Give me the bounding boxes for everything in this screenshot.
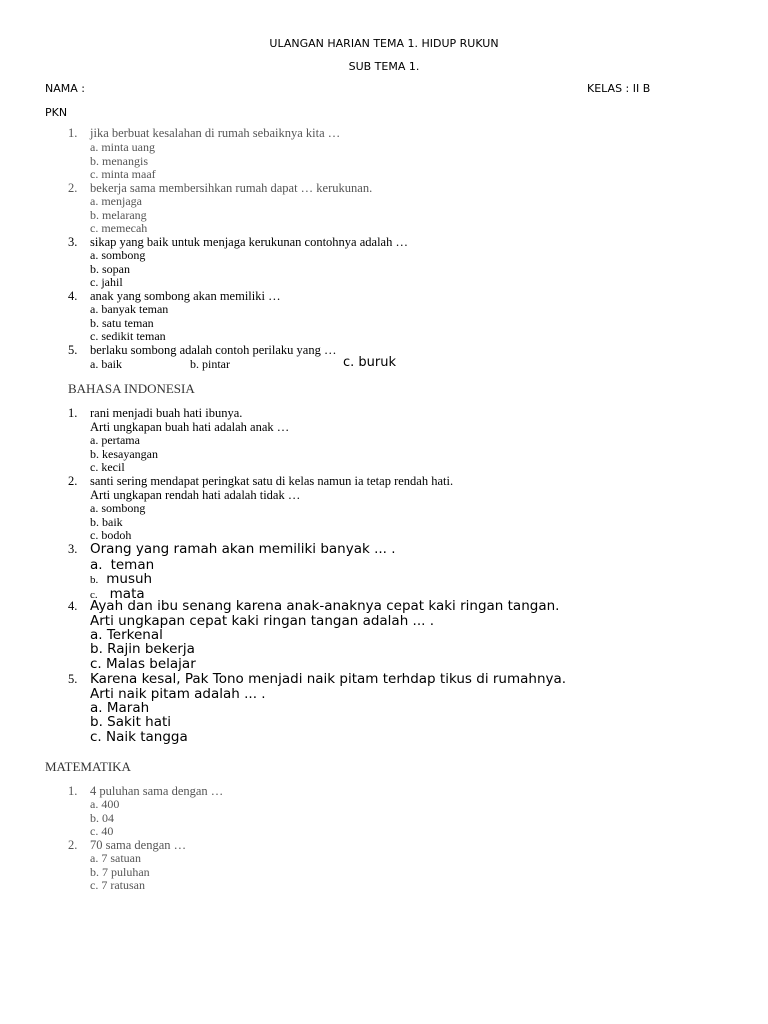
option-letter: a. bbox=[90, 557, 103, 573]
question-text: berlaku sombong adalah contoh perilaku yang … bbox=[90, 343, 337, 357]
question-text: sikap yang baik untuk menjaga kerukunan contohnya adalah … bbox=[90, 235, 408, 249]
question-text-line: Arti ungkapan cepat kaki ringan tangan adalah ... . bbox=[90, 613, 435, 629]
question-text: rani menjadi buah hati ibunya. bbox=[90, 406, 243, 420]
nama-label: NAMA : bbox=[45, 82, 85, 95]
answer-option: c. sedikit teman bbox=[90, 329, 166, 343]
question-text: Karena kesal, Pak Tono menjadi naik pitam terhdap tikus di rumahnya. bbox=[90, 671, 567, 687]
answer-option: b. melarang bbox=[90, 208, 147, 222]
answer-option: a. minta uang bbox=[90, 140, 155, 154]
question-text-line: Arti naik pitam adalah ... . bbox=[90, 686, 266, 702]
question-text: Ayah dan ibu senang karena anak-anaknya cepat kaki ringan tangan. bbox=[90, 598, 560, 614]
page-subtitle: SUB TEMA 1. bbox=[348, 60, 420, 73]
answer-option: c. buruk bbox=[343, 355, 397, 370]
answer-option: b. baik bbox=[90, 515, 123, 529]
answer-option: a. baik bbox=[90, 357, 122, 371]
section-heading-matematika: MATEMATIKA bbox=[45, 759, 131, 774]
answer-option: a. banyak teman bbox=[90, 302, 169, 316]
section-heading-pkn: PKN bbox=[45, 106, 68, 119]
question-text-line: Arti ungkapan buah hati adalah anak … bbox=[90, 420, 290, 434]
answer-option: c. minta maaf bbox=[90, 167, 156, 181]
answer-option: b. Sakit hati bbox=[90, 714, 172, 730]
question-text: Orang yang ramah akan memiliki banyak ... . bbox=[90, 541, 396, 557]
option-letter: b. bbox=[90, 574, 99, 586]
answer-option: a. menjaga bbox=[90, 194, 142, 208]
answer-option: c. memecah bbox=[90, 221, 148, 235]
question-text: santi sering mendapat peringkat satu di kelas namun ia tetap rendah hati. bbox=[90, 474, 454, 488]
answer-option: c. 7 ratusan bbox=[90, 878, 145, 892]
question-item bbox=[68, 127, 340, 141]
answer-option: b. pintar bbox=[190, 357, 230, 371]
answer-option: a. Terkenal bbox=[90, 627, 163, 643]
answer-option: b. 7 puluhan bbox=[90, 865, 150, 879]
answer-option: a. 400 bbox=[90, 797, 120, 811]
page-title: ULANGAN HARIAN TEMA 1. HIDUP RUKUN bbox=[269, 37, 499, 50]
question-number: 4. bbox=[68, 599, 78, 613]
question-item bbox=[68, 407, 242, 421]
answer-option: c. bodoh bbox=[90, 528, 132, 542]
answer-option: b. 04 bbox=[90, 811, 114, 825]
answer-option: c. kecil bbox=[90, 460, 125, 474]
question-number: 2. bbox=[68, 181, 78, 195]
answer-option: a. Marah bbox=[90, 700, 150, 716]
question-number: 1. bbox=[68, 406, 78, 420]
question-number: 3. bbox=[68, 542, 78, 556]
question-item bbox=[68, 598, 559, 614]
question-item bbox=[68, 541, 396, 557]
question-number: 5. bbox=[68, 672, 78, 686]
question-number: 1. bbox=[68, 784, 78, 798]
question-number: 1. bbox=[68, 126, 78, 140]
question-number: 5. bbox=[68, 343, 78, 357]
answer-option: a. sombong bbox=[90, 248, 146, 262]
answer-option: c. jahil bbox=[90, 275, 123, 289]
question-item bbox=[68, 344, 336, 358]
kelas-label: KELAS : II B bbox=[587, 82, 651, 95]
answer-option: c. 40 bbox=[90, 824, 114, 838]
question-item bbox=[68, 671, 566, 687]
option-word: musuh bbox=[106, 571, 153, 587]
answer-option: a. pertama bbox=[90, 433, 140, 447]
question-text: anak yang sombong akan memiliki … bbox=[90, 289, 281, 303]
question-text: jika berbuat kesalahan di rumah sebaiknya kita … bbox=[90, 126, 341, 140]
question-text-line: Arti ungkapan rendah hati adalah tidak … bbox=[90, 488, 301, 502]
answer-option: b. satu teman bbox=[90, 316, 154, 330]
question-text: 4 puluhan sama dengan … bbox=[90, 784, 224, 798]
answer-option: b. menangis bbox=[90, 154, 148, 168]
question-number: 4. bbox=[68, 289, 78, 303]
option-letter: c. bbox=[90, 589, 98, 601]
answer-option: b. sopan bbox=[90, 262, 130, 276]
answer-option: c. Naik tangga bbox=[90, 729, 188, 745]
answer-option: b. Rajin bekerja bbox=[90, 641, 195, 657]
question-number: 2. bbox=[68, 474, 78, 488]
option-word: mata bbox=[109, 586, 145, 602]
option-word: teman bbox=[110, 557, 155, 573]
section-heading-bahasa: BAHASA INDONESIA bbox=[68, 381, 195, 396]
question-text: 70 sama dengan … bbox=[90, 838, 187, 852]
question-number: 3. bbox=[68, 235, 78, 249]
answer-option: a. 7 satuan bbox=[90, 851, 141, 865]
question-number: 2. bbox=[68, 838, 78, 852]
answer-option: c. Malas belajar bbox=[90, 656, 196, 672]
question-item bbox=[68, 475, 453, 489]
answer-option: a. sombong bbox=[90, 501, 146, 515]
question-text: bekerja sama membersihkan rumah dapat … kerukunan. bbox=[90, 181, 373, 195]
answer-option: b. kesayangan bbox=[90, 447, 158, 461]
